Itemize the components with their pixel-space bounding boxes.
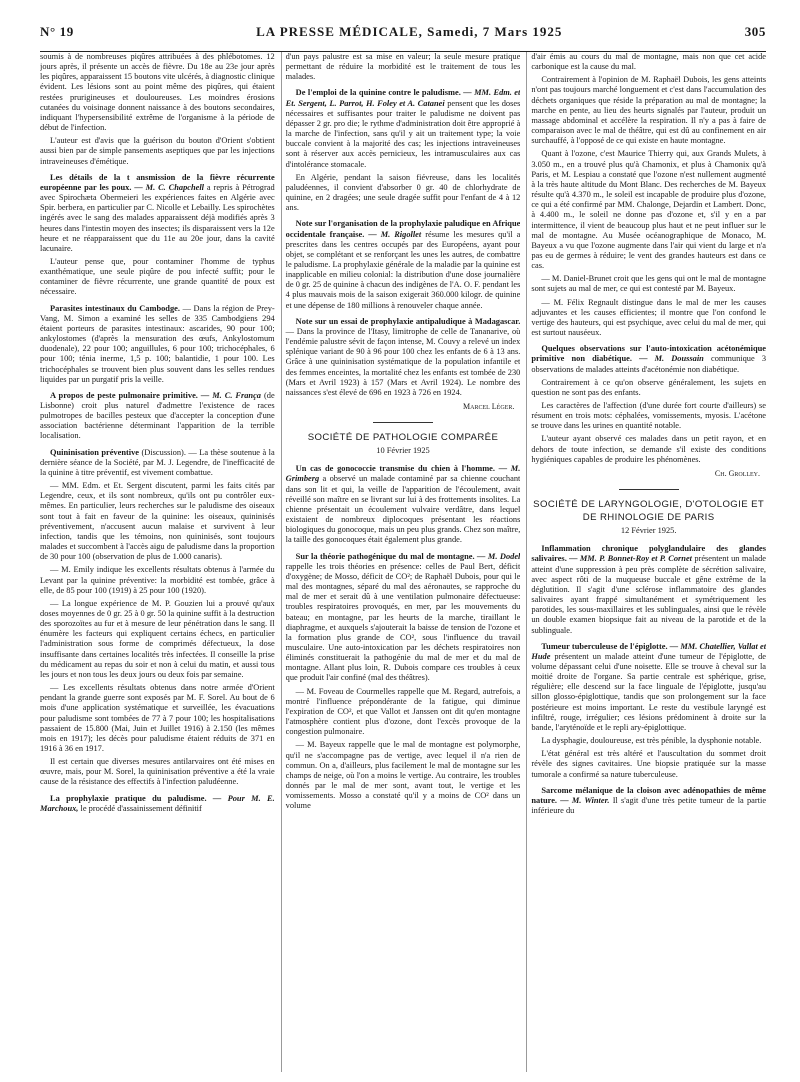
entry-title: Les détails de la t ansmission de la fièvre récurrente européenne par les poux. [40, 172, 275, 192]
paragraph: — MM. Edm. et Et. Sergent discutent, parmi les faits cités par Legendre, ceux, et ils sont nombreux, qu'ils ont pu contrôler eux-mêmes. En particulier, leurs recherches sur le paludisme des oiseaux sont tout à fait en faveur de la quinine: les oiseaux, quininisés préventivement, n'accusent aucun malaise et survivent à leur infection, tandis que les témoins, non quininisés, sont toujours malades et succombent à l'accès aigu de paludisme dans la proportion de 30 pour 100 (observation de plus de 1.000 canaris). [40, 481, 275, 562]
paragraph: — M. Daniel-Brunet croit que les gens qui ont le mal de montagne sont sujets au mal de mer, ce qui est contesté par M. Bayeux. [531, 274, 767, 294]
entry-epiglotte [531, 642, 766, 733]
entry-body: résume les mesures qu'il a prescrites dans les centres occupés par des Européens, ayant pour objet, se complétant et se renforçant les unes les autres, de combattre le paludisme. La prophylaxie générale de la maladie par la quinine est inapplicable en milieu colonial: la distribution d'une dose journalière de 0 gr. 25 de quinine à chacun des indigènes de l'A. O. F. pendant les 4 plus mauvais mois de la saison exigerait 360.000 kilogr. de quinine et une dépense de 180 millions à renouveler chaque année. [285, 229, 521, 310]
paragraph: — M. Foveau de Courmelles rappelle que M. Regard, autrefois, a montré l'influence prépondérante de la fatigue, qui diminue l'expiration de CO², et que Vallot et Janssen ont dit qu'en montagne l'atmosphère contient plus d'ozone, dont l'excès provoque de la congestion pulmonaire. [285, 686, 521, 737]
entry-author: — M. C. Chapchell [134, 182, 205, 192]
entry-author: — M. Grimberg [285, 464, 521, 484]
entry-body: rappelle les trois théories en présence: celles de Paul Bert, déficit d'oxygène; de Mosso, déficit de CO²; de Raphaël Dubois, pour qui le mal des montagnes, séparé du mal des aéronautes, se rapproche du mal de mer et serait dû à une ventilation pulmonaire défectueuse: troubles respiratoires provoqués, en mer, par les mouvements du bateau; en montagne, par les heurts de la marche, tiraillant le diaphragme, et auxquels s'ajouterait la baisse de tension de l'ozone et la formation plus grande de CO², sous l'influence du travail musculaire. Une auto-intoxication par les déchets respiratoires non éliminés constituerait la pathogénie du mal de mer et du mal de montagne. Allant plus loin, R. Dubois compare ces troubles à ceux que produit l'air confiné (mal des théâtres). [285, 561, 521, 683]
entry-acetonemie [531, 344, 766, 374]
entry-quininisation [40, 448, 275, 478]
society-date: 10 Février 1925 [376, 446, 430, 456]
entry-author: — MM. P. Bonnet-Roy et P. Cornet [569, 554, 693, 564]
paragraph: — M. Bayeux rappelle que le mal de montagne est polymorphe, qu'il ne s'accompagne pas de vertige, avec lequel il n'a rien de commun. On a, d'ailleurs, plus facilement le mal de montagne sur les champs de neige, où l'on a moins le vertige. Au contraire, les troubles donnés par le mal de mer sont, avant tout, le vertige et les vomissements. Mosso a constaté qu'il y a moins de CO² dans un volume [285, 740, 521, 811]
entry-title: Parasites intestinaux du Cambodge. [50, 303, 180, 313]
paragraph: L'auteur pense que, pour contaminer l'homme de typhus exanthématique, une seule piqûre de pou infecté suffit; pour le contaminer de fièvre récurrente, une grande quantité de poux est nécessaire. [40, 256, 275, 297]
paragraph: L'état général est très altéré et l'auscultation du sommet droit révèle des signes cavitaires. Une biopsie pratiquée sur la masse tumorale a confirmé sa nature tuberculeuse. [531, 749, 767, 779]
entry-body: le procédé d'assainissement définitif [80, 803, 202, 813]
entry-sarcome [531, 786, 766, 816]
entry-author: (Discussion). — La thèse soutenue à la dernière séance de la Société, par M. J. Legendre, [40, 447, 275, 467]
entry-body: pensent que les doses nécessaires et suffisantes pour traiter le paludisme ne doivent pas dépasser 2 gr. pro die; le rythme d'administration doit être approprié à la marche de l'infection, sans qu'il y ait un traitement type; la voie buccale convient à la majorité des cas; les injections intraveineuses sont à réserver aux accès pernicieux, les intramusculaires aux cas d'intolérance stomacale. [285, 98, 521, 169]
entry-body: présentent un malade atteint d'une suppression à peu près complète de sécrétion salivaire, avec aspect rôti de la muqueuse buccale et gêne extrême de la déglutition. Il s'agit d'une sclérose inflammatoire des glandes salivaires ayant frappé simultanément et symétriquement les parotides, les sous-maxillaires et les sublinguales, ainsi que le révèle un double examen biopsique fait au niveau de la parotide et de la sublinguale. [531, 554, 767, 635]
society-title: SOCIÉTÉ DE PATHOLOGIE COMPARÉE [307, 432, 499, 444]
paragraph: L'auteur est d'avis que la guérison du bouton d'Orient s'obtient aussi bien par de simple pansements aseptiques que par les injections intraveineuses d'émétique. [40, 136, 275, 166]
entry-cambodge [40, 304, 275, 385]
entry-prophylaxie [40, 794, 275, 814]
entry-author: — MM. Edm. et Et. Sergent, L. Parrot, H. Foley et A. Catanei [285, 88, 521, 108]
paragraph: En Algérie, pendant la saison fiévreuse, dans les localités paludéennes, il convient d'absorber 0 gr. 40 de chlorhydrate de quinine, en 2 dragées; une seule dragée suffit pour l'enfant de 4 à 12 ans. [285, 172, 521, 213]
entry-title: Sarcome mélanique de la cloison avec adénopathies de même nature. [531, 785, 767, 805]
entry-author: — M. Doussain [639, 354, 704, 364]
entry-body: présentent un malade atteint d'une tumeur de l'épiglotte, de volume dépassant celui d'une noisette. Elle se trouve à cheval sur la moitié droite de l'organe. Sa partie centrale est sphérique, grise, régulière; elle descend sur la face linguale de l'épiglotte, jusqu'au sillon glosso-épiglottique, tandis que son prolongement sur la face postérieure est moins important. Le reste du vestibule laryngé est infiltré, rouge, irrégulier; ces lésions prédominent à droite sur la bande, l'aryténoïde et le repli ary-épiglottique. [531, 651, 767, 732]
column-3 [526, 52, 766, 1072]
paragraph: d'air émis au cours du mal de montagne, mais non que cet acide carbonique est la cause du mal. [531, 52, 767, 72]
page-number-right: 305 [744, 24, 766, 39]
entry-title: De l'emploi de la quinine contre le paludisme. [295, 88, 461, 98]
entry-title: La prophylaxie pratique du paludisme. [50, 793, 207, 803]
signature: Marcel Léger. [463, 402, 515, 411]
entry-author: — M. Rigollet [368, 229, 422, 239]
page-number-left: N° 19 [40, 24, 74, 39]
paragraph: — La longue expérience de M. P. Gouzien lui a prouvé qu'aux doses moyennes de 0 gr. 25 à 0 gr. 50 la quinine suffit à la destruction des sporozoïtes au fur et à mesure de leur pénétration dans le sang. Il énumère les facteurs qui expliquent certains échecs, en particulier l'administration sous forme de comprimés défectueux, la dose insuffisante dans certaines localités très infectées. Il conseille la prise du médicament au repas du soir et non à celui du matin, et aussi tous les jours et non tous les deux jours ou deux fois par semaine. [40, 598, 275, 679]
entry-body: — Dans la province de l'Itasy, limitrophe de celle de Tananarive, où l'endémie palustre sévit de façon intense, M. Couvy a relevé un index splénique variant de 90 à 96 pour 100 chez les enfants de 6 à 13 ans. Grâce à une quininisation systématique de la population infantile et des femmes enceintes, la mortalité chez les enfants est tombée de 230 (Mars et Avril 1923) à 157 (Mars et Avril 1924). Le nombre des naissances s'est élevé de 696 en 1923 à 726 en 1924. [285, 326, 521, 397]
paragraph: Contrairement à l'opinion de M. Raphaël Dubois, les gens atteints n'ont pas toujours marché longuement et c'est dans l'accumulation des déchets organiques que réside la préparation au mal de montagne; la marche en pente, au lieu des heurts signalés par l'auteur, produit un massage abdominal et accélère la respiration. Il n'y a pas à faire de comparaison avec le mal de théâtre, qui est dû au confinement en air surchauffé, à l'opposé de ce qui existe en haute montagne. [531, 75, 767, 146]
entry-peste [40, 391, 275, 442]
entry-title: Un cas de gonococcie transmise du chien à l'homme. [295, 464, 495, 474]
entry-author: — MM. Chatellier, Vallat et Hude [531, 641, 767, 661]
entry-author: — Dans la région de Prey-Vang, M. Simon [40, 303, 275, 323]
column-2 [281, 52, 521, 1072]
paragraph: d'un pays palustre est sa mise en valeur; la seule mesure pratique permettant de réduire la morbidité est le traitement de tous les malades. [285, 52, 521, 82]
entry-title: Note sur un essai de prophylaxie antipaludique à Madagascar. [295, 316, 521, 326]
entry-title: Sur la théorie pathogénique du mal de montagne. [295, 551, 475, 561]
paragraph: Quant à l'ozone, c'est Maurice Thierry qui, aux Grands Mulets, à 3.050 m., en a trouvé plus qu'à Chamonix, et plus à Chamonix qu'à Paris, et M. Lespiau a constaté que l'ozone n'est nullement augmenté à la très haute altitude du Mont Blanc. Des recherches de M. Bayeux résulte qu'à 4.370 m., le soleil est incapable de produire plus d'ozone, ce qui a été confirmé par MM. Chalonge, Dejardin et Lambert. Donc, à 4.400 m., le soleil ne donne pas d'ozone et, s'il y en a par intermittence, il vient de beaucoup plus haut et ne peut influer sur le mal de montagne. Au Musée océanographique de Monaco, M. Bayeux a vu que l'ozone augmente dans l'air qui vient du large et n'a pas eu de germes à réduire; le vent des grandes hauteurs est dans ce cas. [531, 149, 767, 271]
page-header [40, 24, 766, 52]
entry-afrique [286, 219, 521, 310]
article-columns [40, 52, 766, 1072]
paragraph: L'auteur ayant observé ces malades dans un petit rayon, et en dehors de toute infection, se demande s'il existe des conditions hygiéniques capables de produire les phénomènes. [531, 434, 767, 464]
paragraph: soumis à de nombreuses piqûres attribuées à des phlébotomes. 12 jours après, il présente un accès de fièvre. Du 18e au 23e jour après les piqûres, apparaissent 15 boutons vite ulcérés, à diagnostic clinique évident. Les lésions sont au point même des piqûres, qui étaient restées prurigineuses et douloureuses. Les moindres érosions cutanées du voisinage donnent naissance à des boutons secondaires, indiquant l'hypersensibilité extrême de l'organisme à la période de début de l'infection. [40, 52, 275, 133]
paragraph: — M. Félix Regnault distingue dans le mal de mer les causes adjuvantes et les causes efficientes; il montre que l'on confond le vertige des hauteurs, qui est psychique, avec celui du mal de mer, qui est surtout nauséeux. [531, 297, 767, 338]
entry-body: (de Lisbonne) croit plus naturel d'admettre l'existence de races pulmotropes de bacilles pesteux que d'accepter la conception d'une association bactérienne déterminant l'apparition de la terrible localisation. [40, 390, 275, 441]
entry-title: Quininisation préventive [50, 447, 140, 457]
society-date: 12 Février 1925. [620, 526, 677, 536]
entry-title: Note sur l'organisation de la prophylaxie paludique en Afrique occidentale française. [285, 219, 521, 239]
paragraph: — M. Emily indique les excellents résultats obtenus à l'armée du Levant par la quinine préventive: la morbidité est tombée, grâce à elle, de 85 pour 100 (1919) à 25 pour 100 (1920). [40, 565, 275, 595]
paragraph: Il est certain que diverses mesures antilarvaires ont été mises en œuvre, mais, pour M. Sorel, la quininisation préventive a été la vraie cause de la résistance des effectifs à l'infection paludéenne. [40, 757, 275, 787]
signature: Ch. Grolley. [714, 468, 761, 478]
entry-body: Il s'agit d'une très petite tumeur de la partie inférieure du [531, 795, 767, 815]
entry-body: a examiné les selles de 335 Cambodgiens 294 étaient porteurs de parasites intestinaux: ascarides, 90 pour 100; ankylostomes (d'après la mensuration des œufs, Ankylostomum duodenale), 22 pour 100; anguillules, 6 pour 100; trichocéphales, 6 pour 100; ténia inerme, 1,5 p. 100; balantidie, 1 pour 100. Les trichocéphales se trouvent bien plus souvent dans les selles rendues liquides par un purgatif pris la veille. [40, 313, 275, 384]
entry-title: A propos de peste pulmonaire primitive. [50, 390, 198, 400]
column-1 [40, 52, 275, 1072]
entry-gonococcie [286, 464, 521, 545]
entry-body: a observé un malade contaminé par sa chienne couchant dans son lit et qui, la veille de l'apparition de l'écoulement, avait réveillé son maître en se livrant sur lui à des frottements insolites. La chienne présentait un écoulement vulvaire verdâtre, dans lequel existaient de nombreux diplocoques présentant les réactions biologiques du gonocoque, mais un peu plus grands. Chez son maître, la taille des gonocoques était également plus grande. [285, 474, 521, 545]
paragraph: La dysphagie, douloureuse, est très pénible, la dysphonie notable. [541, 736, 762, 746]
section-divider [619, 489, 679, 490]
paragraph: Les caractères de l'affection (d'une durée fort courte d'ailleurs) se résument en trois mots: céphalées, vomissements, myosis. L'acétone se trouve dans les urines en quantité notable. [531, 401, 767, 431]
entry-title: Inflammation chronique polyglandulaire des glandes salivaires. [531, 544, 767, 564]
entry-title: Quelques observations sur l'auto-intoxication acétonémique primitive non diabétique. [531, 344, 767, 364]
society-title: SOCIÉTÉ DE LARYNGOLOGIE, D'OTOLOGIE ET DE RHINOLOGIE DE PARIS [533, 499, 765, 524]
entry-body: a repris à Pétrograd avec Spirochæta Obermeieri les expériences faites en Algérie avec Spir. berbera, en particulier par C. Nicolle et Lebailly. Les spirochètes ingérés avec le sang des malades apparaissent déjà modifiés après 3 heures dans l'intestin moyen des insectes; ils disparaissent vers la 12e heure et ne réapparaissent que du 11e au 20e jour, dans la cavité lacunaire. [40, 182, 275, 253]
entry-author: — M. Winter. [560, 795, 610, 805]
entry-title: Tumeur tuberculeuse de l'épiglotte. [541, 641, 668, 651]
entry-body: de l'inefficacité de la quinine à titre préventif, est vivement combattue. [40, 457, 275, 477]
entry-chapchell [40, 173, 275, 254]
entry-body: communique 3 observations de malades atteints d'acétonémie non diabétique. [531, 354, 767, 374]
paragraph: Contrairement à ce qu'on observe généralement, les sujets en question ne sont pas des enfants. [531, 377, 767, 397]
section-divider [373, 422, 433, 423]
paragraph: — Les excellents résultats obtenus dans notre armée d'Orient pendant la grande guerre sont exposés par M. F. Sorel. Au bout de 6 mois d'une application systématique et surveillée, les évacuations pour paludisme sont tombées de 77 à 7 pour 100; les hospitalisations passaient de 15.800 (Mai, Juin et Juillet 1916) à 2.150 (les mêmes mois en 1917); les décès pour paludisme étaient réduits de 371 en 1916 à 36 en 1917. [40, 683, 275, 753]
entry-mal-montagne [286, 552, 521, 684]
entry-madagascar [286, 317, 521, 398]
entry-author: — M. Dodel [477, 551, 521, 561]
entry-quinine [286, 88, 521, 169]
entry-salivaires [531, 544, 766, 635]
entry-author: — M. C. França [200, 390, 261, 400]
journal-title: LA PRESSE MÉDICALE, Samedi, 7 Mars 1925 [256, 24, 563, 39]
entry-author: — Pour M. E. Marchoux, [40, 793, 275, 813]
